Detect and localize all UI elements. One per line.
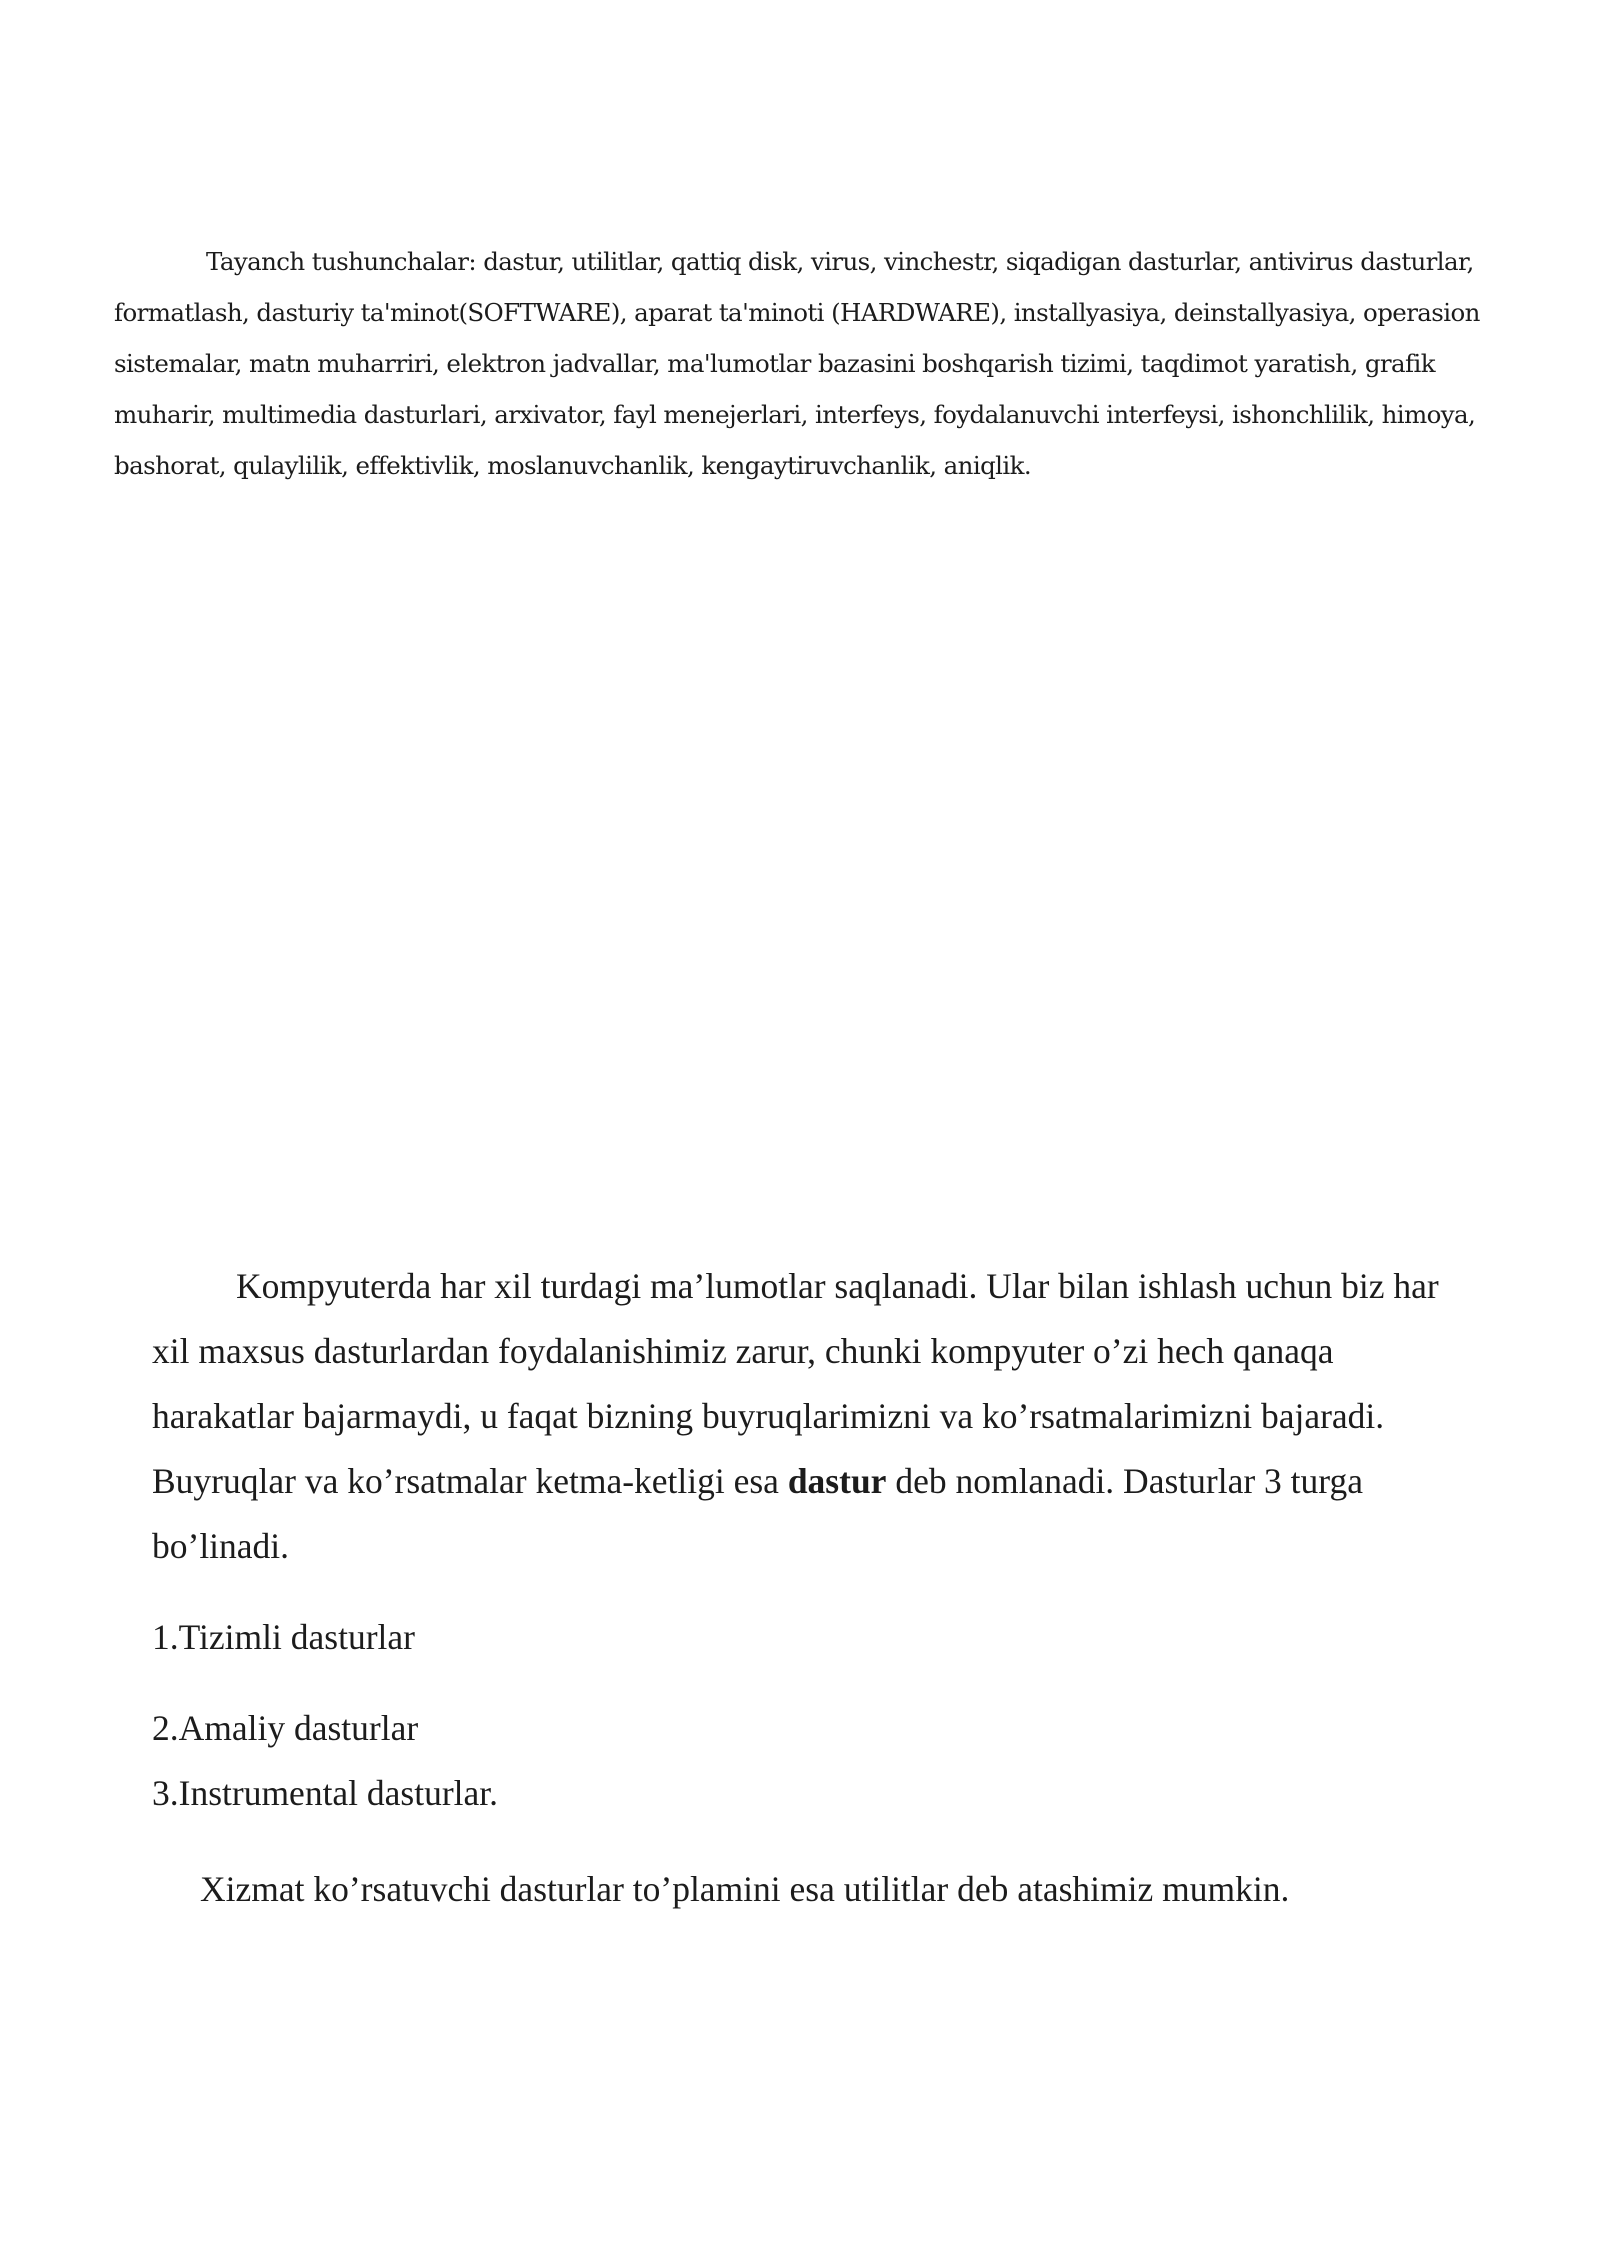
intro-text-end: deb nomlanadi. Dasturlar 3 turga bo’linadi. xyxy=(152,1461,1363,1566)
intro-bold-term: dastur xyxy=(787,1461,887,1501)
closing-paragraph: Xizmat ko’rsatuvchi dasturlar to’plamini esa utilitlar deb atashimiz mumkin. xyxy=(200,1869,1290,1909)
list-item-2: 2.Amaliy dasturlar xyxy=(152,1708,419,1748)
intro-text-start: Kompyuterda har xil turdagi ma’lumotlar saqlanadi. Ular bilan ishlash uchun biz har xil maxsus dasturlardan foydalanishimiz zarur, chunki kompyuter o’zi hech qanaqa harakatlar bajarmaydi, u faqat bizning buyruqlarimizni va ko’rsatmalarimizni bajaradi. Buyruqlar va ko’rsatmalar ketma-ketligi esa xyxy=(152,1266,1439,1501)
main-text-block xyxy=(152,1254,1482,1922)
keywords-paragraph: Tayanch tushunchalar: dastur, utilitlar, qattiq disk, virus, vinchestr, siqadigan dasturlar, antivirus dasturlar, formatlash, dasturiy ta'minot(SOFTWARE), aparat ta'minoti (HARDWARE), installyasiya, deinstallyasiya, operasion sistemalar, matn muharriri, elektron jadvallar, ma'lumotlar bazasini boshqarish tizimi, taqdimot yaratish, grafik muharir, multimedia dasturlari, arxivator, fayl menejerlari, interfeys, foydalanuvchi interfeysi, ishonchlilik, himoya, bashorat, qulaylilik, effektivlik, moslanuvchanlik, kengaytiruvchanlik, aniqlik. xyxy=(114,247,1480,480)
list-item-3: 3.Instrumental dasturlar. xyxy=(152,1773,499,1813)
list-item-1: 1.Tizimli dasturlar xyxy=(152,1617,415,1657)
intro-paragraph xyxy=(152,1254,1482,1579)
